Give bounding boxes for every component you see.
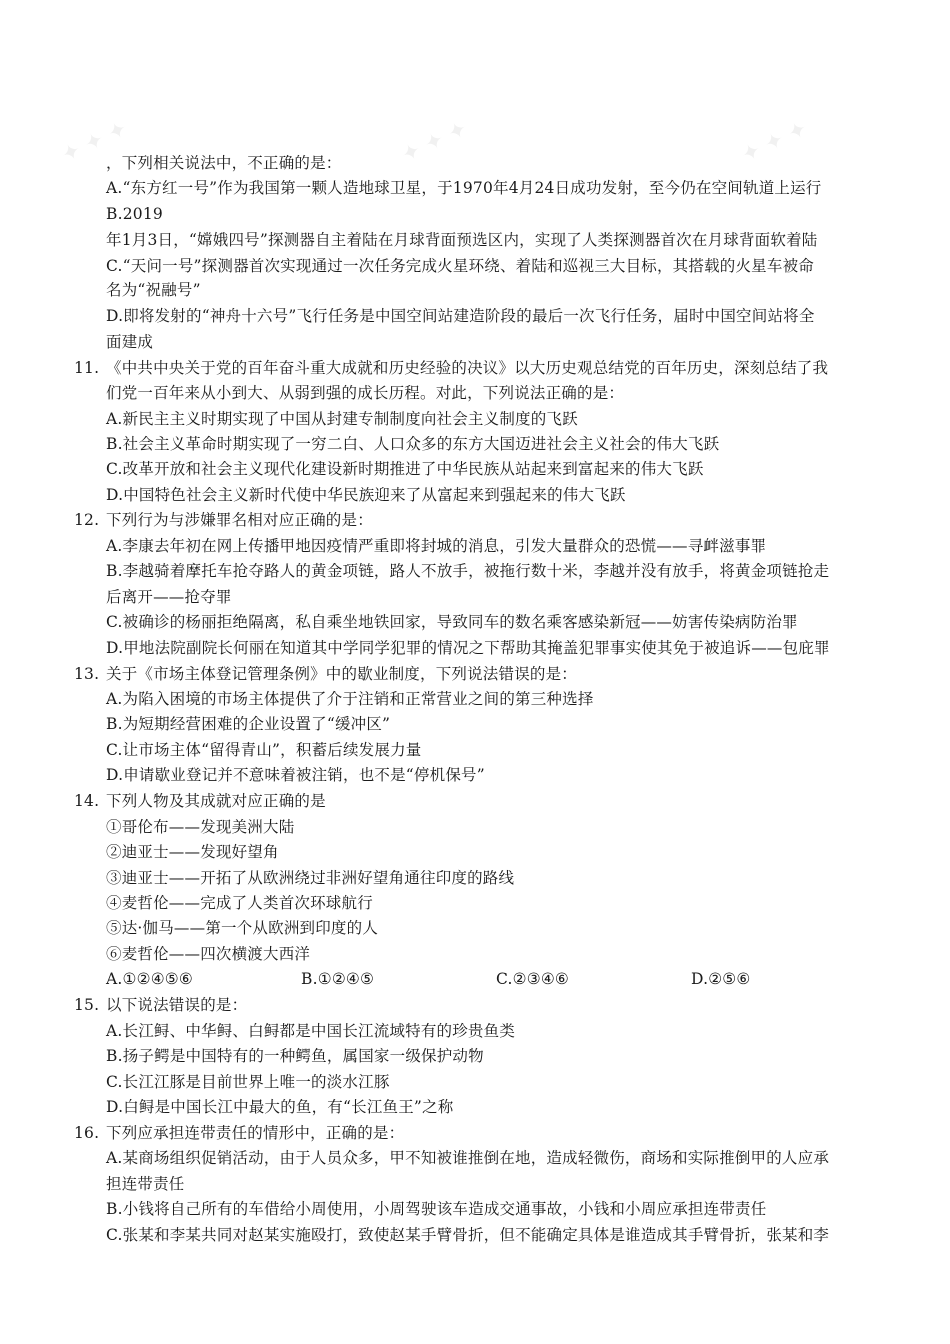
option-line: B.扬子鳄是中国特有的一种鳄鱼，属国家一级保护动物 [106,1047,484,1065]
option-line: D.即将发射的“神舟十六号”飞行任务是中国空间站建造阶段的最后一次飞行任务，届时中国空间站将全 [106,307,815,325]
option-line: C.让市场主体“留得青山”，积蓄后续发展力量 [106,741,422,759]
option-line: A.新民主主义时期实现了中国从封建专制制度向社会主义制度的飞跃 [106,410,578,428]
list-item: ③迪亚士——开拓了从欧洲绕过非洲好望角通往印度的路线 [106,869,515,887]
option-line: C.“天问一号”探测器首次实现通过一次任务完成火星环绕、着陆和巡视三大目标，其搭载的火星车被命 [106,257,814,275]
list-item: ④麦哲伦——完成了人类首次环球航行 [106,894,373,912]
option-line: B.小钱将自己所有的车借给小周使用，小周驾驶该车造成交通事故，小钱和小周应承担连带责任 [106,1200,767,1218]
option-line: A.长江鲟、中华鲟、白鲟都是中国长江流域特有的珍贵鱼类 [106,1022,516,1040]
list-item: ⑥麦哲伦——四次横渡大西洋 [106,945,311,963]
option-line: D.白鲟是中国长江中最大的鱼，有“长江鱼王”之称 [106,1098,454,1116]
option-line: A.李康去年初在网上传播甲地因疫情严重即将封城的消息，引发大量群众的恐慌——寻衅滋事罪 [106,537,767,555]
option-line: D.中国特色社会主义新时代使中华民族迎来了从富起来到强起来的伟大飞跃 [106,486,626,504]
question-number: 14. [74,792,100,810]
text-line: 面建成 [106,333,154,351]
option-d: D.②⑤⑥ [691,970,751,988]
question-number: 13. [74,665,100,683]
question-number: 16. [74,1124,100,1142]
list-item: ⑤达·伽马——第一个从欧洲到印度的人 [106,919,379,937]
option-line: C.改革开放和社会主义现代化建设新时期推进了中华民族从站起来到富起来的伟大飞跃 [106,460,704,478]
text-line: 后离开——抢夺罪 [106,588,232,606]
option-a: A.①②④⑤⑥ [106,970,193,988]
text-line: 名为“祝融号” [106,281,201,299]
watermark: ✦ ✦ ✦ [737,116,812,169]
option-line: D.甲地法院副院长何丽在知道其中学同学犯罪的情况之下帮助其掩盖犯罪事实使其免于被追诉——包庇罪 [106,639,830,657]
option-line: D.申请歇业登记并不意味着被注销，也不是“停机保号” [106,766,485,784]
question-stem: 《中共中央关于党的百年奋斗重大成就和历史经验的决议》以大历史观总结党的百年历史，深刻总结了我 [106,359,829,377]
list-item: ②迪亚士——发现好望角 [106,843,279,861]
question-number: 12. [74,511,100,529]
option-line: B.社会主义革命时期实现了一穷二白、人口众多的东方大国迈进社会主义社会的伟大飞跃 [106,435,720,453]
option-line: C.长江江豚是目前世界上唯一的淡水江豚 [106,1073,390,1091]
option-line: B.为短期经营困难的企业设置了“缓冲区” [106,715,391,733]
text-line: 年1月3日，“嫦娥四号”探测器自主着陆在月球背面预选区内，实现了人类探测器首次在月球背面软着陆 [106,231,818,249]
text-line: 担连带责任 [106,1175,185,1193]
option-line: C.张某和李某共同对赵某实施殴打，致使赵某手臂骨折，但不能确定具体是谁造成其手臂骨折，张某和李 [106,1226,830,1244]
watermark: ✦ ✦ ✦ [57,116,132,169]
question-stem: 下列行为与涉嫌罪名相对应正确的是： [106,511,373,529]
question-number: 11. [74,359,100,377]
text-line: ，下列相关说法中，不正确的是： [106,154,342,172]
option-c: C.②③④⑥ [496,970,570,988]
option-line: B.李越骑着摩托车抢夺路人的黄金项链，路人不放手，被拖行数十米，李越并没有放手，将黄金项链抢走 [106,562,830,580]
question-stem: 们党一百年来从小到大、从弱到强的成长历程。对此，下列说法正确的是： [106,384,625,402]
option-line: B.2019 [106,205,163,223]
list-item: ①哥伦布——发现美洲大陆 [106,818,295,836]
watermark: ✦ ✦ ✦ [397,116,472,169]
option-line: A.“东方红一号”作为我国第一颗人造地球卫星，于1970年4月24日成功发射，至今仍在空间轨道上运行 [106,179,822,197]
question-stem: 下列应承担连带责任的情形中，正确的是： [106,1124,405,1142]
option-line: A.某商场组织促销活动，由于人员众多，甲不知被谁推倒在地，造成轻微伤，商场和实际推倒甲的人应承 [106,1149,830,1167]
question-stem: 下列人物及其成就对应正确的是 [106,792,326,810]
option-line: C.被确诊的杨丽拒绝隔离，私自乘坐地铁回家，导致同车的数名乘客感染新冠——妨害传染病防治罪 [106,613,798,631]
question-stem: 以下说法错误的是： [106,996,248,1014]
option-b: B.①②④⑤ [301,970,375,988]
option-line: A.为陷入困境的市场主体提供了介于注销和正常营业之间的第三种选择 [106,690,594,708]
question-stem: 关于《市场主体登记管理条例》中的歇业制度，下列说法错误的是： [106,665,578,683]
question-number: 15. [74,996,100,1014]
